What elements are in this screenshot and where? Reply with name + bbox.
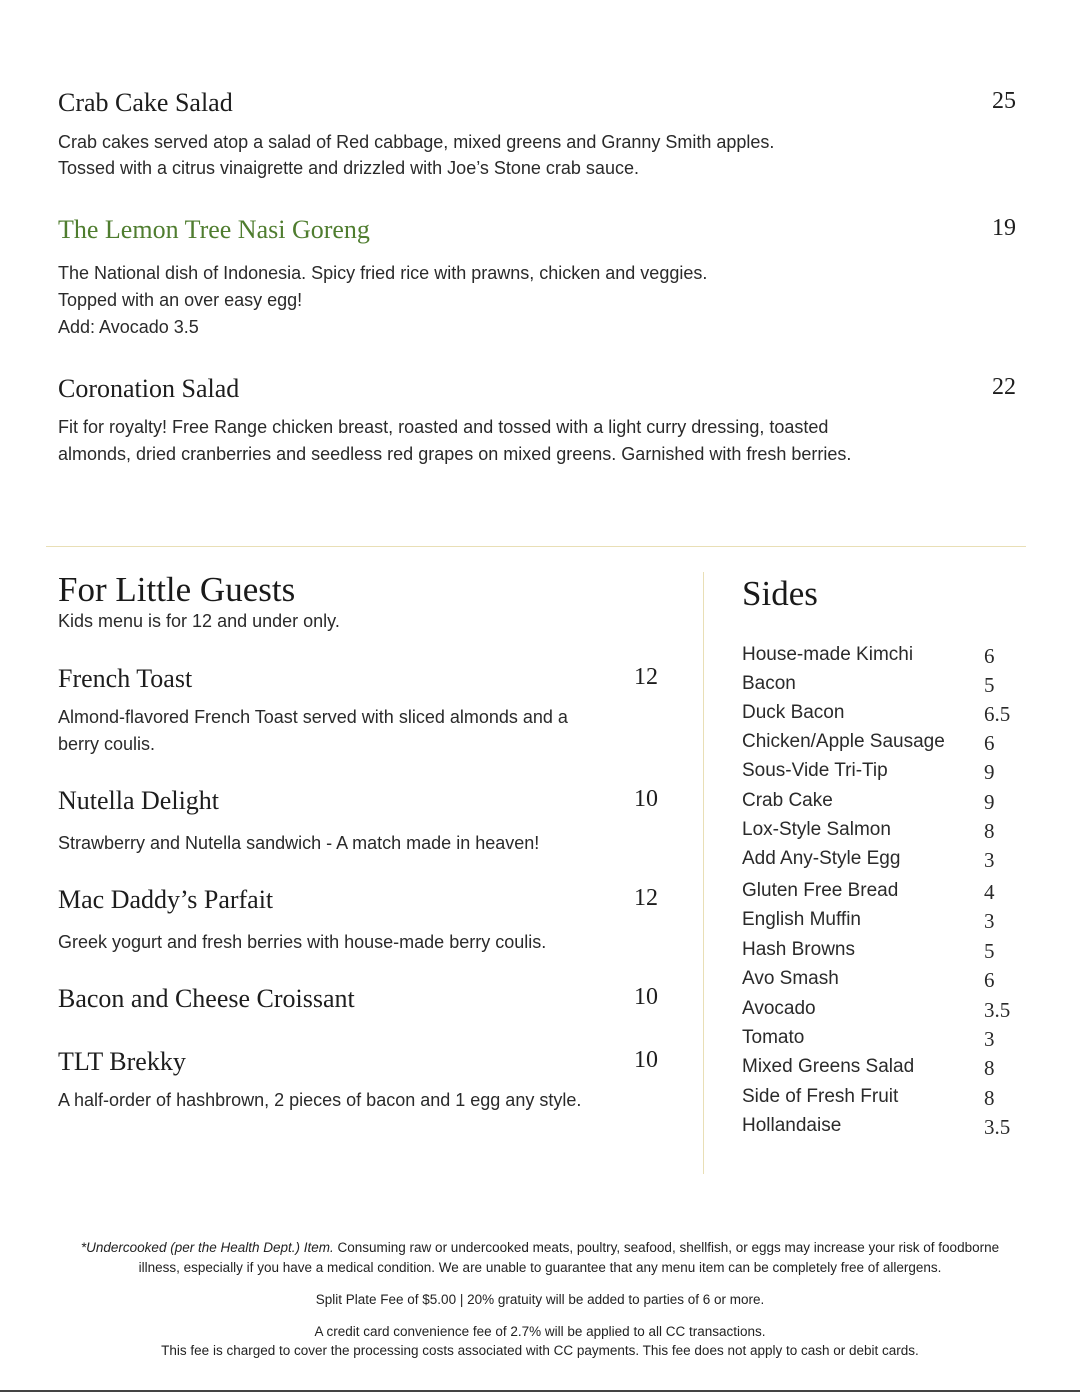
- side-item: [742, 1056, 1022, 1082]
- side-item: [742, 702, 1022, 728]
- credit-card-fee-note: [40, 1322, 1040, 1361]
- menu-item-coronation-salad: [58, 374, 1016, 464]
- item-description-line: Crab cakes served atop a salad of Red cabbage, mixed greens and Granny Smith apples.: [58, 132, 775, 152]
- side-item-name: Crab Cake: [742, 790, 833, 811]
- side-item-price: 3: [984, 1027, 995, 1051]
- side-item: [742, 939, 1022, 965]
- side-item-price: 3: [984, 848, 995, 872]
- item-description-line: Fit for royalty! Free Range chicken breast, roasted and tossed with a light curry dressing, toasted: [58, 417, 829, 437]
- item-name: Mac Daddy’s Parfait: [58, 885, 274, 914]
- side-item: [742, 1027, 1022, 1053]
- side-item-price: 3.5: [984, 1115, 1011, 1139]
- side-item: [742, 909, 1022, 935]
- side-item-name: Avo Smash: [742, 968, 839, 989]
- item-description-line: Strawberry and Nutella sandwich - A match made in heaven!: [58, 833, 540, 853]
- side-item: [742, 673, 1022, 699]
- side-item: [742, 968, 1022, 994]
- side-item-name: Hollandaise: [742, 1115, 842, 1136]
- side-item-price: 8: [984, 1086, 995, 1110]
- page-bottom-border: [0, 1390, 1080, 1392]
- side-item-name: Add Any-Style Egg: [742, 848, 901, 869]
- side-item: [742, 848, 1022, 874]
- item-price: 12: [634, 885, 658, 911]
- section-divider: [46, 546, 1026, 547]
- side-item-price: 3: [984, 909, 995, 933]
- item-name: Nutella Delight: [58, 786, 220, 815]
- item-description-line: berry coulis.: [58, 734, 156, 754]
- side-item-price: 3.5: [984, 998, 1011, 1022]
- side-item-price: 6.5: [984, 702, 1011, 726]
- side-item-name: Side of Fresh Fruit: [742, 1086, 899, 1107]
- side-item-name: English Muffin: [742, 909, 861, 930]
- item-name: Crab Cake Salad: [58, 88, 233, 117]
- side-item-name: Gluten Free Bread: [742, 880, 899, 901]
- side-item: [742, 644, 1022, 670]
- item-price: 19: [992, 215, 1016, 241]
- side-item-price: 8: [984, 1056, 995, 1080]
- side-item-price: 6: [984, 968, 995, 992]
- item-description-line: Greek yogurt and fresh berries with house-made berry coulis.: [58, 932, 547, 952]
- side-item-name: Avocado: [742, 998, 816, 1019]
- cc-note-line: This fee is charged to cover the processing costs associated with CC payments. This fee does not apply to cash or debit cards.: [161, 1343, 919, 1358]
- cc-note-line: A credit card convenience fee of 2.7% will be applied to all CC transactions.: [314, 1324, 766, 1339]
- side-item: [742, 819, 1022, 845]
- item-price: 12: [634, 664, 658, 690]
- side-item-price: 6: [984, 731, 995, 755]
- side-item-price: 8: [984, 819, 995, 843]
- side-item-name: Chicken/Apple Sausage: [742, 731, 945, 752]
- menu-item-nasi-goreng: [58, 215, 1016, 337]
- side-item-name: Hash Browns: [742, 939, 855, 960]
- side-item-name: Lox-Style Salmon: [742, 819, 891, 840]
- side-item-price: 9: [984, 790, 995, 814]
- item-description-line: almonds, dried cranberries and seedless red grapes on mixed greens. Garnished with fresh berries.: [58, 444, 852, 464]
- side-item: [742, 760, 1022, 786]
- column-divider: [703, 572, 704, 1174]
- item-description-line: Tossed with a citrus vinaigrette and drizzled with Joe’s Stone crab sauce.: [58, 158, 639, 178]
- item-description-line: Topped with an over easy egg!: [58, 290, 303, 310]
- side-item: [742, 790, 1022, 816]
- item-name: The Lemon Tree Nasi Goreng: [58, 215, 370, 244]
- side-item-price: 5: [984, 673, 995, 697]
- side-item-price: 5: [984, 939, 995, 963]
- side-item: [742, 880, 1022, 906]
- item-description-line: A half-order of hashbrown, 2 pieces of bacon and 1 egg any style.: [58, 1090, 582, 1110]
- disclaimer-line: [40, 1238, 1040, 1258]
- allergen-disclaimer: [40, 1238, 1040, 1278]
- disclaimer-italic: *Undercooked (per the Health Dept.) Item.: [80, 1240, 334, 1255]
- item-name: French Toast: [58, 664, 193, 693]
- disclaimer-line: illness, especially if you have a medical condition. We are unable to guarantee that any menu item can be completely free of allergens.: [138, 1260, 942, 1275]
- side-item-name: House-made Kimchi: [742, 644, 914, 665]
- side-item-name: Tomato: [742, 1027, 805, 1048]
- item-description-line: Almond-flavored French Toast served with sliced almonds and a: [58, 707, 568, 727]
- side-item: [742, 1115, 1022, 1141]
- split-plate-fee-note: Split Plate Fee of $5.00 | 20% gratuity will be added to parties of 6 or more.: [315, 1292, 765, 1307]
- item-name: TLT Brekky: [58, 1047, 186, 1076]
- side-item-price: 6: [984, 644, 995, 668]
- item-name: Coronation Salad: [58, 374, 240, 403]
- item-price: 10: [634, 786, 658, 812]
- side-item-price: 9: [984, 760, 995, 784]
- kids-section-title: For Little Guests: [58, 570, 296, 609]
- kids-section-subtitle: Kids menu is for 12 and under only.: [58, 611, 340, 631]
- side-item: [742, 998, 1022, 1024]
- side-item-name: Bacon: [742, 673, 796, 694]
- side-item-name: Mixed Greens Salad: [742, 1056, 915, 1077]
- side-item-price: 4: [984, 880, 995, 904]
- side-item-name: Duck Bacon: [742, 702, 845, 723]
- sides-section-title: Sides: [742, 574, 818, 613]
- item-price: 10: [634, 1047, 658, 1073]
- item-description-line: The National dish of Indonesia. Spicy fried rice with prawns, chicken and veggies.: [58, 263, 708, 283]
- disclaimer-text: Consuming raw or undercooked meats, poultry, seafood, shellfish, or eggs may increase your risk of foodborne: [333, 1240, 1000, 1255]
- side-item: [742, 1086, 1022, 1112]
- item-price: 10: [634, 984, 658, 1010]
- item-name: Bacon and Cheese Croissant: [58, 984, 355, 1013]
- item-description-line: Add: Avocado 3.5: [58, 317, 199, 337]
- side-item: [742, 731, 1022, 757]
- menu-item-crab-cake-salad: [58, 88, 1016, 178]
- side-item-name: Sous-Vide Tri-Tip: [742, 760, 888, 781]
- item-price: 22: [992, 374, 1016, 400]
- item-price: 25: [992, 88, 1016, 114]
